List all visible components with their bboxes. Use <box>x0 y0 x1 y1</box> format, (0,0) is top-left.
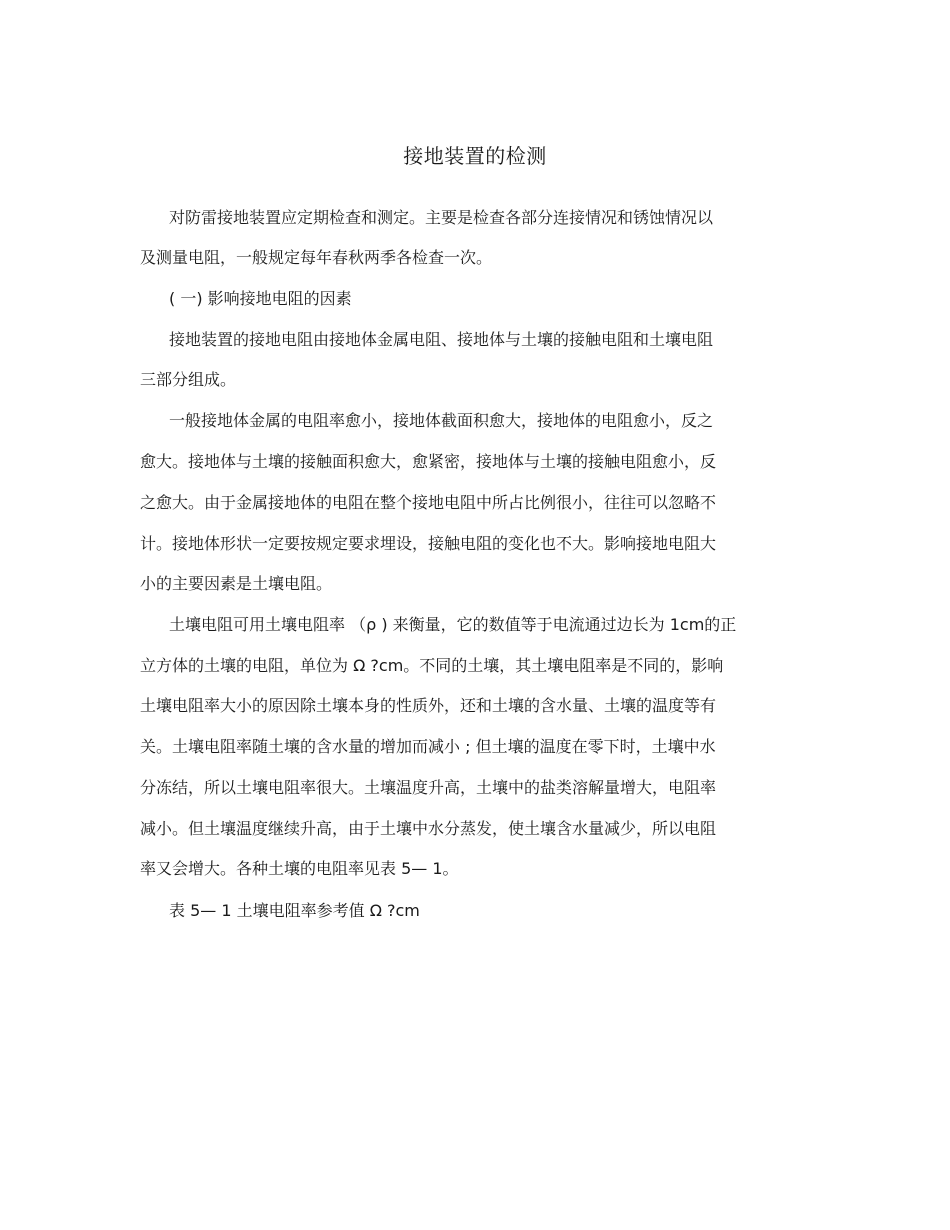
document-title: 接地装置的检测 <box>403 144 547 168</box>
paragraph-line: 之愈大。由于金属接地体的电阻在整个接地电阻中所占比例很小，往往可以忽略不 <box>140 493 717 512</box>
section-heading: ( 一) 影响接地电阻的因素 <box>169 289 352 308</box>
paragraph-line: 减小。但土壤温度继续升高，由于土壤中水分蒸发，使土壤含水量减少，所以电阻 <box>140 819 717 838</box>
paragraph-line: 三部分组成。 <box>140 370 237 389</box>
paragraph-line: 计。接地体形状一定要按规定要求埋设，接触电阻的变化也不大。影响接地电阻大 <box>140 534 717 553</box>
paragraph-line: 对防雷接地装置应定期检查和测定。主要是检查各部分连接情况和锈蚀情况以 <box>169 208 714 227</box>
paragraph-line: 率又会增大。各种土壤的电阻率见表 5— 1。 <box>140 859 459 878</box>
paragraph-line: 愈大。接地体与土壤的接触面积愈大，愈紧密，接地体与土壤的接触电阻愈小，反 <box>140 452 717 471</box>
paragraph-line: 关。土壤电阻率随土壤的含水量的增加而减小 ; 但土壤的温度在零下时，土壤中水 <box>140 737 716 756</box>
paragraph-line: 土壤电阻率大小的原因除土壤本身的性质外，还和土壤的含水量、土壤的温度等有 <box>140 696 717 715</box>
paragraph-line: 接地装置的接地电阻由接地体金属电阻、接地体与土壤的接触电阻和土壤电阻 <box>169 330 714 349</box>
paragraph-line: 立方体的土壤的电阻，单位为 Ω ?cm。不同的土壤，其土壤电阻率是不同的，影响 <box>140 656 724 675</box>
paragraph-line: 分冻结，所以土壤电阻率很大。土壤温度升高，土壤中的盐类溶解量增大，电阻率 <box>140 778 717 797</box>
paragraph-line: 土壤电阻可用土壤电阻率 （ρ ) 来衡量，它的数值等于电流通过边长为 1cm的正 <box>169 615 737 634</box>
paragraph-line: 一般接地体金属的电阻率愈小，接地体截面积愈大，接地体的电阻愈小，反之 <box>169 411 714 430</box>
paragraph-line: 及测量电阻，一般规定每年春秋两季各检查一次。 <box>140 248 493 267</box>
paragraph-line: 小的主要因素是土壤电阻。 <box>140 574 333 593</box>
table-caption: 表 5— 1 土壤电阻率参考值 Ω ?cm <box>169 901 420 920</box>
